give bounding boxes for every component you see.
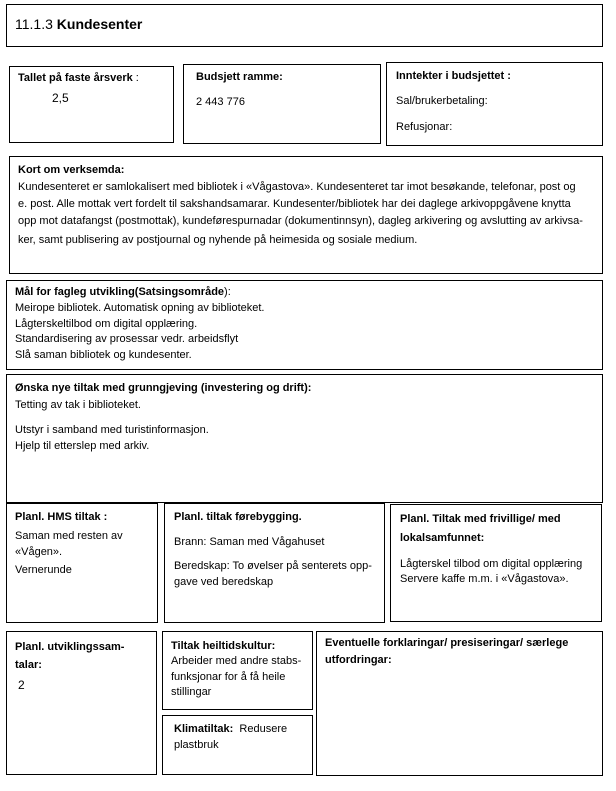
klima-line-2: plastbruk	[174, 739, 219, 751]
kort-box	[9, 156, 603, 274]
title-box	[6, 4, 603, 47]
onska-line-1: Tetting av tak i biblioteket.	[15, 399, 141, 411]
mal-line-2: Lågterskeltilbod om digital opplæring.	[15, 318, 198, 330]
mal-box	[6, 280, 603, 370]
frivillige-box	[390, 504, 602, 622]
inntekter-line-2: Refusjonar:	[396, 121, 453, 133]
kort-label: Kort om verksemda:	[18, 164, 125, 176]
forebygging-line-2: Beredskap: To øvelser på senterets opp-	[174, 560, 372, 572]
inntekter-label: Inntekter i budsjettet :	[396, 70, 511, 82]
samtalar-label-1: Planl. utviklingssam-	[15, 641, 125, 653]
frivillige-line-1: Lågterskel tilbod om digital opplæring	[400, 558, 583, 570]
samtalar-value: 2	[18, 678, 25, 692]
arsverk-box	[9, 66, 174, 143]
kort-line-3: opp mot datafangst (postmottak), kundeførespurnadar (dokumentinnsyn), dagleg arkivering og avslutting av arkivsa-	[18, 215, 583, 227]
mal-line-1: Meirope bibliotek. Automatisk opning av biblioteket.	[15, 302, 265, 314]
heiltid-box	[162, 631, 313, 710]
inntekter-line-1: Sal/brukerbetaling:	[396, 95, 488, 107]
hms-line-1: Saman med resten av	[15, 530, 123, 542]
mal-label-suffix: ):	[224, 286, 231, 298]
arsverk-label-row	[18, 71, 139, 87]
frivillige-line-2: Servere kaffe m.m. i «Vågastova».	[400, 573, 569, 585]
mal-label-row	[15, 285, 231, 301]
frivillige-label-2: lokalsamfunnet:	[400, 532, 485, 544]
forklaringar-box	[316, 631, 603, 776]
title-name: Kundesenter	[56, 16, 143, 32]
klima-label: Klimatiltak:	[174, 723, 234, 735]
budsjett-box	[183, 64, 381, 144]
klima-box	[162, 715, 313, 775]
page-title	[15, 15, 142, 33]
arsverk-colon: :	[132, 72, 139, 84]
kort-line-2: e. post. Alle mottak vert fordelt til sakshandsamarar. Kundesenter/bibliotek har dei daglege arkivoppgåvene knytta	[18, 198, 571, 210]
forebygging-line-1: Brann: Saman med Vågahuset	[174, 536, 325, 548]
forklaringar-label-2: utfordringar:	[325, 654, 392, 666]
mal-label: Mål for fagleg utvikling(Satsingsområde	[15, 286, 225, 298]
frivillige-label-1: Planl. Tiltak med frivillige/ med	[400, 513, 561, 525]
heiltid-line-3: stillingar	[171, 686, 212, 698]
mal-line-3: Standardisering av prosessar vedr. arbeidsflyt	[15, 333, 239, 345]
onska-line-3: Hjelp til etterslep med arkiv.	[15, 440, 150, 452]
arsverk-label: Tallet på faste årsverk	[18, 72, 133, 84]
kort-line-1: Kundesenteret er samlokalisert med bibliotek i «Vågastova». Kundesenteret tar imot besøkande, telefonar, post og	[18, 181, 576, 193]
onska-box	[6, 374, 603, 503]
forebygging-line-3: gave ved beredskap	[174, 576, 274, 588]
heiltid-line-2: funksjonar for å få heile	[171, 671, 286, 683]
onska-label: Ønska nye tiltak med grunngjeving (investering og drift):	[15, 382, 312, 394]
budsjett-value: 2 443 776	[196, 96, 245, 108]
forebygging-box	[164, 503, 385, 623]
onska-line-2: Utstyr i samband med turistinformasjon.	[15, 424, 209, 436]
hms-box	[6, 503, 158, 623]
inntekter-box	[386, 62, 603, 146]
hms-line-3: Vernerunde	[15, 564, 72, 576]
mal-line-4: Slå saman bibliotek og kundesenter.	[15, 349, 192, 361]
budsjett-label: Budsjett ramme:	[196, 71, 283, 83]
heiltid-line-1: Arbeider med andre stabs-	[171, 655, 302, 667]
hms-label: Planl. HMS tiltak :	[15, 511, 108, 523]
klima-text: Redusere	[239, 723, 288, 735]
samtalar-label-2: talar:	[15, 659, 42, 671]
heiltid-label: Tiltak heiltidskultur:	[171, 640, 276, 652]
forebygging-label: Planl. tiltak førebygging.	[174, 511, 302, 523]
klima-row	[174, 722, 287, 738]
samtalar-box	[6, 631, 157, 775]
forklaringar-label-1: Eventuelle forklaringar/ presiseringar/ særlege	[325, 637, 569, 649]
title-number: 11.1.3	[15, 16, 53, 32]
arsverk-value: 2,5	[52, 91, 69, 105]
hms-line-2: «Vågen».	[15, 546, 63, 558]
kort-line-4: ker, samt publisering av postjournal og nyhende på heimesida og sosiale medium.	[18, 234, 418, 246]
